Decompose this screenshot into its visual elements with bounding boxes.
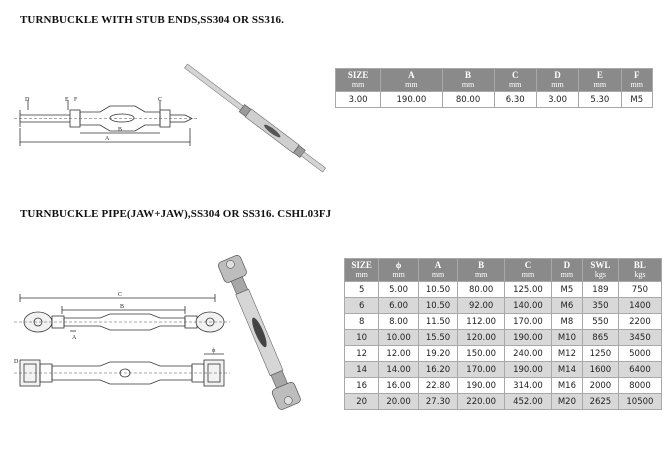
table-row (345, 362, 662, 378)
table-cell: 5000 (618, 346, 661, 362)
label-b2: B (120, 304, 125, 310)
section1-title: TURNBUCKLE WITH STUB ENDS,SS304 OR SS316. (20, 14, 284, 26)
table-cell: 170.00 (505, 314, 552, 330)
table-row (345, 314, 662, 330)
table-cell: M12 (551, 346, 582, 362)
table-cell: 10.00 (379, 330, 418, 346)
table-cell: 8.00 (379, 314, 418, 330)
col-size: SIZE mm (336, 69, 381, 92)
table-cell: 20.00 (379, 394, 418, 410)
table-cell: 150.00 (458, 346, 505, 362)
col-a: A mm (381, 69, 442, 92)
table-cell: 189 (582, 282, 618, 298)
table-cell: 10.50 (418, 282, 457, 298)
col-phi: ϕ mm (379, 259, 418, 282)
jaw-turnbuckle-product (217, 254, 302, 411)
col-b: B mm (458, 259, 505, 282)
label-e: E (65, 97, 69, 103)
label-d: D (25, 97, 30, 103)
table-cell: M14 (551, 362, 582, 378)
table-cell: 5 (345, 282, 379, 298)
section2-title: TURNBUCKLE PIPE(JAW+JAW),SS304 OR SS316. CSHL03FJ (20, 208, 332, 220)
label-f: F (74, 97, 78, 103)
table-cell: 15.50 (418, 330, 457, 346)
table-cell: 314.00 (505, 378, 552, 394)
table-cell: M6 (551, 298, 582, 314)
table-cell: 8000 (618, 378, 661, 394)
table-cell: 750 (618, 282, 661, 298)
col-bl: BL kgs (618, 259, 661, 282)
table-cell: 6400 (618, 362, 661, 378)
col-size: SIZE mm (345, 259, 379, 282)
col-b: B mm (442, 69, 494, 92)
label-c: C (158, 97, 163, 103)
table-cell: 220.00 (458, 394, 505, 410)
table-cell: 14.00 (379, 362, 418, 378)
table-cell: 190.00 (505, 362, 552, 378)
table-cell: 1600 (582, 362, 618, 378)
label-c2: C (118, 292, 123, 298)
table-cell: 2200 (618, 314, 661, 330)
table-cell: M20 (551, 394, 582, 410)
table-cell: M16 (551, 378, 582, 394)
table-cell: 2625 (582, 394, 618, 410)
col-f: F mm (621, 69, 652, 92)
label-b: B (118, 127, 123, 133)
table-cell: 120.00 (458, 330, 505, 346)
col-a: A mm (418, 259, 457, 282)
table-cell: 2000 (582, 378, 618, 394)
table-cell: M10 (551, 330, 582, 346)
table-cell: 11.50 (418, 314, 457, 330)
label-phi: ϕ (212, 348, 216, 354)
col-d: D mm (536, 69, 578, 92)
table-cell: M8 (551, 314, 582, 330)
table-row (345, 346, 662, 362)
table-cell: 16.20 (418, 362, 457, 378)
label-a: A (105, 136, 110, 142)
col-e: E mm (579, 69, 621, 92)
table-row (345, 378, 662, 394)
table-cell: 27.30 (418, 394, 457, 410)
table-cell: 452.00 (505, 394, 552, 410)
table-cell: 12 (345, 346, 379, 362)
table-cell: 19.20 (418, 346, 457, 362)
table-cell: 140.00 (505, 298, 552, 314)
table-cell: 20 (345, 394, 379, 410)
col-c: C mm (494, 69, 536, 92)
table-cell: 6 (345, 298, 379, 314)
table-row: 3.00 190.00 80.00 6.30 3.00 5.30 M5 (336, 92, 653, 108)
table-cell: 10 (345, 330, 379, 346)
table-cell: 5.00 (379, 282, 418, 298)
col-c: C mm (505, 259, 552, 282)
table-cell: 10500 (618, 394, 661, 410)
table-cell: M5 (551, 282, 582, 298)
table-cell: 14 (345, 362, 379, 378)
table-cell: 112.00 (458, 314, 505, 330)
table-cell: 3450 (618, 330, 661, 346)
table-cell: 190.00 (458, 378, 505, 394)
table-cell: 16 (345, 378, 379, 394)
col-d: D mm (551, 259, 582, 282)
table-cell: 80.00 (458, 282, 505, 298)
table-cell: 1400 (618, 298, 661, 314)
table-cell: 16.00 (379, 378, 418, 394)
table-cell: 22.80 (418, 378, 457, 394)
label-a2: A (72, 335, 77, 341)
table-cell: 8 (345, 314, 379, 330)
table-cell: 240.00 (505, 346, 552, 362)
col-swl: SWL kgs (582, 259, 618, 282)
table-cell: 550 (582, 314, 618, 330)
table-row (345, 282, 662, 298)
table-cell: 1250 (582, 346, 618, 362)
label-d2: D (14, 359, 19, 365)
table-cell: 865 (582, 330, 618, 346)
table-cell: 10.50 (418, 298, 457, 314)
table-row (345, 298, 662, 314)
jaw-spec-table (344, 258, 662, 410)
table-cell: 92.00 (458, 298, 505, 314)
table-cell: 12.00 (379, 346, 418, 362)
table-cell: 125.00 (505, 282, 552, 298)
table-row (345, 330, 662, 346)
table-cell: 350 (582, 298, 618, 314)
table-row (345, 394, 662, 410)
table-cell: 6.00 (379, 298, 418, 314)
table-cell: 190.00 (505, 330, 552, 346)
table-cell: 170.00 (458, 362, 505, 378)
